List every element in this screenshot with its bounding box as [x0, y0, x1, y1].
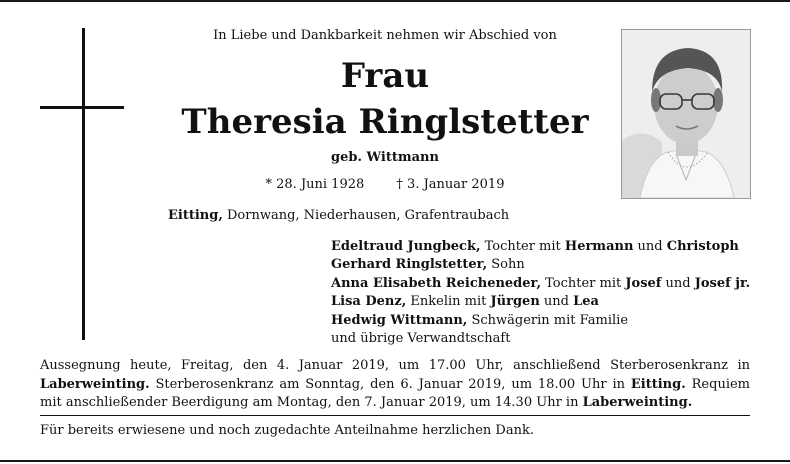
places-line	[168, 208, 509, 223]
top-border	[0, 0, 790, 2]
service-text: Aussegnung heute, Freitag, den 4. Januar 2019, um 17.00 Uhr, anschließend Sterberosenkranz in	[40, 358, 750, 373]
mourner-text: und	[661, 275, 695, 291]
thanks-line: Für bereits erwiesene und noch zugedachte Anteilnahme herzlichen Dank.	[40, 423, 534, 438]
mourner-name: Lisa Denz,	[331, 294, 407, 310]
service-text: Requiem mit anschließender Beerdigung am Montag, den 7. Januar 2019, um 14.30 Uhr in	[40, 376, 750, 410]
mourner-line	[331, 238, 750, 256]
death-date: † 3. Januar 2019	[396, 177, 505, 192]
cross-horizontal-bar	[40, 106, 124, 109]
service-place: Eitting.	[630, 376, 686, 392]
mourner-line	[331, 293, 750, 311]
bottom-border	[0, 460, 790, 462]
place-main: Eitting,	[168, 208, 223, 223]
mourner-line	[331, 256, 750, 274]
mourner-text: Tochter mit	[540, 275, 626, 291]
cross-vertical-bar	[82, 28, 85, 340]
mourner-text: Schwägerin mit Familie	[467, 312, 629, 328]
birth-date: * 28. Juni 1928	[265, 177, 365, 192]
portrait-photo	[621, 29, 751, 199]
mourner-name: Christoph	[666, 239, 739, 254]
mourner-line	[331, 275, 750, 293]
service-announcement	[40, 357, 750, 413]
mourner-name: Josef	[625, 275, 662, 291]
divider	[40, 415, 750, 416]
honorific: Frau	[340, 56, 430, 96]
mourner-name: Jürgen	[490, 294, 540, 310]
mourner-text: und	[633, 239, 667, 254]
mourner-name: Lea	[573, 294, 599, 310]
mourner-name: Edeltraud Jungbeck,	[331, 239, 481, 254]
mourner-line	[331, 312, 750, 330]
mourners-list	[331, 238, 750, 348]
life-dates	[140, 177, 630, 192]
mourner-text: und	[539, 294, 574, 310]
service-place: Laberweinting.	[582, 395, 693, 410]
mourner-name: Hedwig Wittmann,	[331, 312, 468, 328]
mourner-name: Gerhard Ringlstetter,	[331, 257, 488, 273]
service-place: Laberweinting.	[40, 376, 150, 392]
mourner-text: Enkelin mit	[406, 294, 491, 310]
mourner-name: Anna Elisabeth Reicheneder,	[331, 275, 541, 291]
intro-text: In Liebe und Dankbarkeit nehmen wir Abschied von	[213, 28, 557, 43]
mourner-name: Hermann	[564, 239, 634, 254]
mourner-name: Josef jr.	[694, 275, 751, 291]
deceased-name: Theresia Ringlstetter	[181, 102, 589, 142]
service-text: Sterberosenkranz am Sonntag, den 6. Januar 2019, um 18.00 Uhr in	[149, 376, 631, 392]
mourner-line	[331, 330, 750, 348]
maiden-name: geb. Wittmann	[331, 150, 439, 165]
mourner-text: und übrige Verwandtschaft	[331, 331, 511, 347]
mourner-text: Tochter mit	[480, 239, 565, 254]
place-rest: Dornwang, Niederhausen, Grafentraubach	[222, 208, 510, 223]
portrait-photo-icon	[622, 30, 750, 198]
mourner-text: Sohn	[487, 257, 525, 273]
